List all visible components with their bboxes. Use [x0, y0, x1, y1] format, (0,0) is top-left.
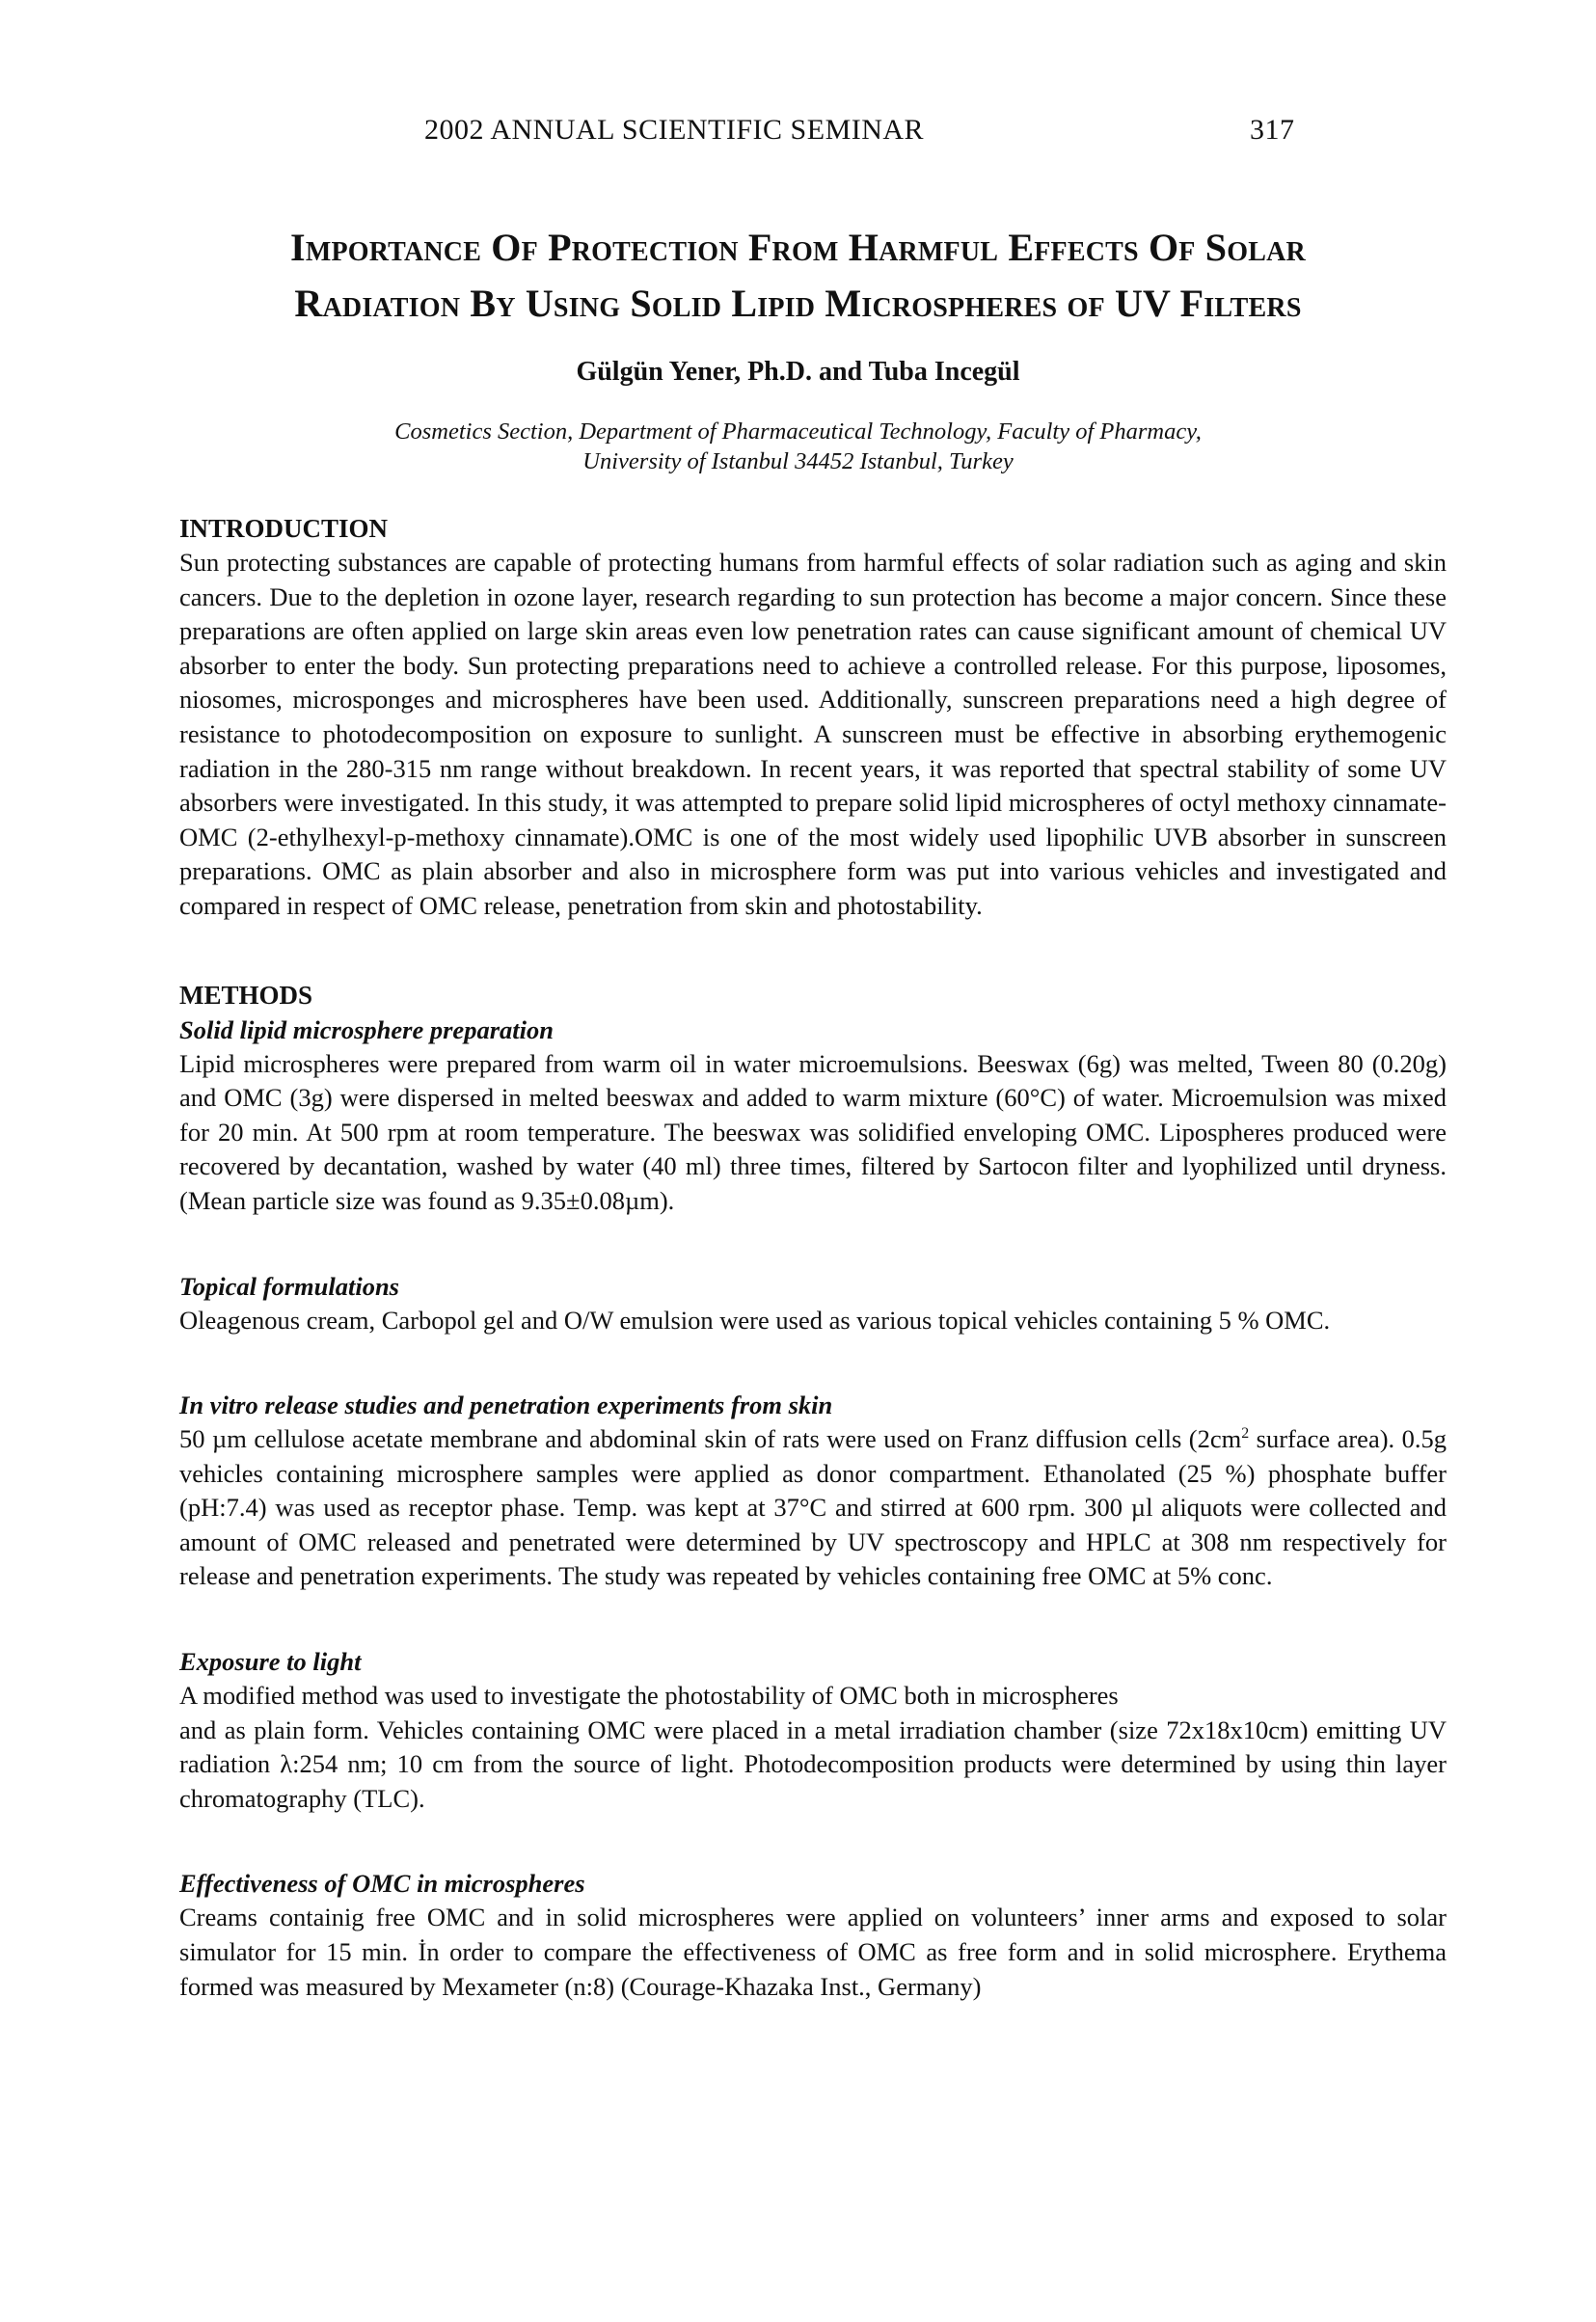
- subsection-effectiveness-of-omc: [179, 1866, 1447, 2004]
- subsection-paragraph: Lipid microspheres were prepared from warm oil in water microemulsions. Beeswax (6g) was melted, Tween 80 (0.20g) and OMC (3g) were dispersed in melted beeswax and added to warm mixture (60°C) of water. Microemulsion was mixed for 20 min. At 500 rpm at room temperature. The beeswax was solidified enveloping OMC. Lipospheres produced were recovered by decantation, washed by water (40 ml) three times, filtered by Sartocon filter and lyophilized until dryness. (Mean particle size was found as 9.35±0.08µm).: [179, 1048, 1447, 1215]
- subsection-solid-lipid-microsphere-preparation: [179, 1012, 1447, 1219]
- subsection-title: In vitro release studies and penetration experiments from skin: [179, 1390, 833, 1420]
- paragraph-text: 50 µm cellulose acetate membrane and abdominal skin of rats were used on Franz diffusion cells (2cm: [179, 1424, 1242, 1454]
- subsection-paragraph: [179, 1422, 1447, 1594]
- introduction-paragraph: Sun protecting substances are capable of protecting humans from harmful effects of solar radiation such as aging and skin cancers. Due to the depletion in ozone layer, research regarding to sun protection has become a major concern. Since these preparations are often applied on large skin areas even low penetration rates can cause significant amount of chemical UV absorber to enter the body. Sun protecting preparations need to achieve a controlled release. For this purpose, liposomes, niosomes, microsponges and microspheres have been used. Additionally, sunscreen preparations need a high degree of resistance to photodecomposition on exposure to sunlight. A sunscreen must be effective in absorbing erythemogenic radiation in the 280-315 nm range without breakdown. In recent years, it was reported that spectral stability of some UV absorbers were investigated. In this study, it was attempted to prepare solid lipid microspheres of octyl methoxy cinnamate-OMC (2-ethylhexyl-p-methoxy cinnamate).OMC is one of the most widely used lipophilic UVB absorber in sunscreen preparations. OMC as plain absorber and also in microsphere form was put into various vehicles and investigated and compared in respect of OMC release, penetration from skin and photostability.: [179, 548, 1447, 920]
- subsection-topical-formulations: [179, 1269, 1447, 1338]
- article-title-line-2: Radiation By Using Solid Lipid Microspheres of UV Filters: [294, 282, 1302, 325]
- article-title-line-1: Importance Of Protection From Harmful Effects Of Solar: [290, 226, 1306, 269]
- page-number: 317: [1250, 114, 1295, 146]
- affiliation: [289, 417, 1307, 476]
- subsection-paragraph-line-1: A modified method was used to investigate the photostability of OMC both in microspheres: [179, 1681, 1119, 1711]
- methods-section: [179, 978, 1447, 2005]
- article-body: [179, 511, 1447, 2004]
- subsection-exposure-to-light: [179, 1644, 1447, 1816]
- article-title: [116, 220, 1480, 332]
- affiliation-line-2: University of Istanbul 34452 Istanbul, Turkey: [582, 448, 1014, 474]
- running-head: [0, 114, 1596, 152]
- authors: Gülgün Yener, Ph.D. and Tuba Incegül: [576, 357, 1020, 387]
- subsection-paragraph: and as plain form. Vehicles containing OMC were placed in a metal irradiation chamber (size 72x18x10cm) emitting UV radiation λ:254 nm; 10 cm from the source of light. Photodecomposition products were determined by using thin layer chromatography (TLC).: [179, 1714, 1447, 1813]
- running-head-title: 2002 ANNUAL SCIENTIFIC SEMINAR: [424, 114, 925, 146]
- introduction-heading: INTRODUCTION: [179, 514, 389, 543]
- paragraph-text: surface area). 0.5g vehicles containing microsphere samples were applied as donor compartment. Ethanolated (25 %) phosphate buffer (pH:7.4) was used as receptor phase. Temp. was kept at 37°C and stirred at 600 rpm. 300 µl aliquots were collected and amount of OMC released and penetrated were determined by UV spectroscopy and HPLC at 308 nm respectively for release and penetration experiments. The study was repeated by vehicles containing free OMC at 5% conc.: [179, 1424, 1447, 1591]
- methods-heading: METHODS: [179, 980, 313, 1010]
- subsection-title: Effectiveness of OMC in microspheres: [179, 1869, 585, 1899]
- subsection-paragraph: Creams containig free OMC and in solid microspheres were applied on volunteers’ inner arms and exposed to solar simulator for 15 min. İn order to compare the effectiveness of OMC as free form and in solid microsphere. Erythema formed was measured by Mexameter (n:8) (Courage-Khazaka Inst., Germany): [179, 1903, 1447, 2001]
- subsection-title: Exposure to light: [179, 1647, 362, 1677]
- subsection-in-vitro-release: [179, 1388, 1447, 1594]
- superscript: 2: [1241, 1425, 1250, 1443]
- subsection-paragraph: Oleagenous cream, Carbopol gel and O/W emulsion were used as various topical vehicles containing 5 % OMC.: [179, 1305, 1331, 1335]
- subsection-title: Solid lipid microsphere preparation: [179, 1014, 554, 1044]
- affiliation-line-1: Cosmetics Section, Department of Pharmaceutical Technology, Faculty of Pharmacy,: [394, 418, 1202, 445]
- introduction-section: [179, 511, 1447, 924]
- subsection-title: Topical formulations: [179, 1271, 399, 1301]
